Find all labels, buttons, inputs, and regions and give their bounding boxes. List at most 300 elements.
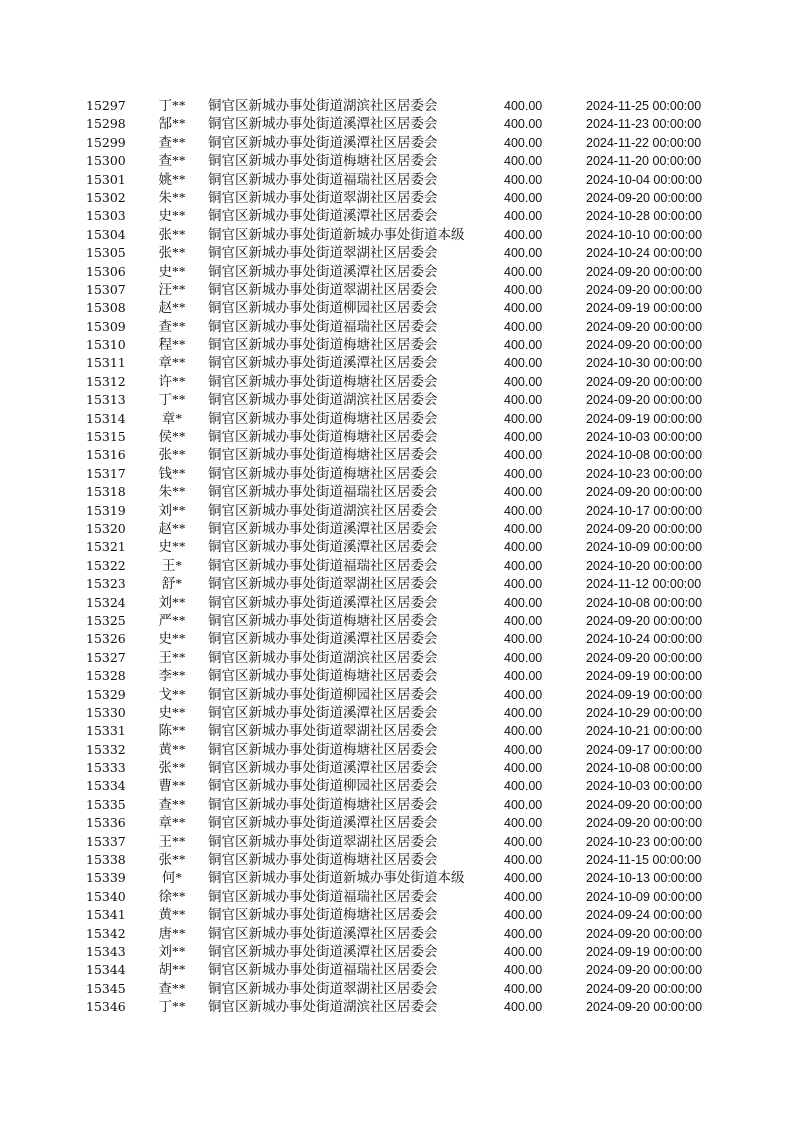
date-cell: 2024-09-20 00:00:00: [586, 393, 703, 408]
date-cell: 2024-10-23 00:00:00: [586, 834, 703, 849]
community-cell: 铜官区新城办事处街道翠湖社区居委会: [208, 245, 438, 261]
date-cell: 2024-10-13 00:00:00: [586, 871, 703, 886]
row-id-cell: 15333: [86, 760, 126, 776]
table-row: [0, 925, 793, 943]
amount-cell: 400.00: [504, 448, 543, 463]
row-id-cell: 15334: [86, 778, 126, 794]
table-row: [0, 171, 793, 189]
amount-cell: 400.00: [504, 834, 543, 849]
date-cell: 2024-09-20 00:00:00: [586, 963, 703, 978]
row-id-cell: 15318: [86, 484, 126, 500]
date-cell: 2024-10-30 00:00:00: [586, 356, 703, 371]
table-row: [0, 465, 793, 483]
masked-name-cell: 黄**: [158, 741, 186, 757]
row-id-cell: 15313: [86, 392, 126, 408]
masked-name-cell: 丁**: [158, 98, 186, 113]
amount-cell: 400.00: [504, 687, 543, 702]
date-cell: 2024-09-20 00:00:00: [586, 319, 703, 334]
community-cell: 铜官区新城办事处街道梅塘社区居委会: [208, 907, 438, 923]
row-id-cell: 15327: [86, 649, 126, 665]
masked-name-cell: 张**: [158, 245, 186, 261]
masked-name-cell: 曹**: [158, 778, 186, 794]
date-cell: 2024-09-20 00:00:00: [586, 374, 703, 389]
row-id-cell: 15338: [86, 852, 126, 868]
community-cell: 铜官区新城办事处街道柳园社区居委会: [208, 778, 438, 794]
date-cell: 2024-09-20 00:00:00: [586, 926, 703, 941]
date-cell: 2024-09-20 00:00:00: [586, 650, 703, 665]
amount-cell: 400.00: [504, 595, 543, 610]
row-id-cell: 15308: [86, 300, 126, 316]
table-row: [0, 833, 793, 851]
table-row: [0, 998, 793, 1016]
masked-name-cell: 戈**: [158, 686, 186, 702]
table-row: [0, 299, 793, 317]
row-id-cell: 15331: [86, 723, 126, 739]
masked-name-cell: 刘**: [158, 594, 186, 610]
date-cell: 2024-09-20 00:00:00: [586, 485, 703, 500]
row-id-cell: 15329: [86, 686, 126, 702]
masked-name-cell: 汪**: [158, 281, 186, 297]
masked-name-cell: 章**: [158, 815, 186, 831]
table-row: [0, 189, 793, 207]
table-row: [0, 630, 793, 648]
amount-cell: 400.00: [504, 632, 543, 647]
amount-cell: 400.00: [504, 411, 543, 426]
masked-name-cell: 郜**: [158, 116, 186, 132]
amount-cell: 400.00: [504, 154, 543, 169]
row-id-cell: 15309: [86, 318, 126, 334]
community-cell: 铜官区新城办事处街道柳园社区居委会: [208, 686, 438, 702]
row-id-cell: 15314: [86, 410, 126, 426]
amount-cell: 400.00: [504, 981, 543, 996]
masked-name-cell: 章*: [161, 410, 183, 426]
row-id-cell: 15342: [86, 925, 126, 941]
amount-cell: 400.00: [504, 908, 543, 923]
amount-cell: 400.00: [504, 319, 543, 334]
table-row: [0, 263, 793, 281]
amount-cell: 400.00: [504, 374, 543, 389]
amount-cell: 400.00: [504, 485, 543, 500]
date-cell: 2024-10-17 00:00:00: [586, 503, 703, 518]
date-cell: 2024-10-10 00:00:00: [586, 227, 703, 242]
row-id-cell: 15336: [86, 815, 126, 831]
row-id-cell: 15312: [86, 373, 126, 389]
amount-cell: 400.00: [504, 264, 543, 279]
masked-name-cell: 侯**: [158, 429, 186, 445]
amount-cell: 400.00: [504, 871, 543, 886]
table-row: [0, 704, 793, 722]
community-cell: 铜官区新城办事处街道溪潭社区居委会: [208, 355, 438, 371]
masked-name-cell: 程**: [158, 337, 186, 353]
community-cell: 铜官区新城办事处街道翠湖社区居委会: [208, 980, 438, 996]
amount-cell: 400.00: [504, 521, 543, 536]
table-row: [0, 281, 793, 299]
amount-cell: 400.00: [504, 577, 543, 592]
date-cell: 2024-11-12 00:00:00: [586, 577, 702, 592]
date-cell: 2024-10-29 00:00:00: [586, 705, 703, 720]
community-cell: 铜官区新城办事处街道翠湖社区居委会: [208, 833, 438, 849]
row-id-cell: 15299: [86, 134, 126, 150]
row-id-cell: 15316: [86, 447, 126, 463]
table-row: [0, 152, 793, 170]
table-row: [0, 354, 793, 372]
community-cell: 铜官区新城办事处街道梅塘社区居委会: [208, 796, 438, 812]
table-row: [0, 594, 793, 612]
table-row: [0, 115, 793, 133]
row-id-cell: 15300: [86, 153, 126, 169]
table-row: [0, 943, 793, 961]
table-row: [0, 207, 793, 225]
row-id-cell: 15339: [86, 870, 126, 886]
date-cell: 2024-10-20 00:00:00: [586, 558, 703, 573]
community-cell: 铜官区新城办事处街道梅塘社区居委会: [208, 373, 438, 389]
amount-cell: 400.00: [504, 816, 543, 831]
date-cell: 2024-11-25 00:00:00: [586, 99, 702, 113]
community-cell: 铜官区新城办事处街道梅塘社区居委会: [208, 429, 438, 445]
masked-name-cell: 史**: [158, 208, 186, 224]
amount-cell: 400.00: [504, 135, 543, 150]
masked-name-cell: 史**: [158, 263, 186, 279]
community-cell: 铜官区新城办事处街道湖滨社区居委会: [208, 392, 438, 408]
community-cell: 铜官区新城办事处街道溪潭社区居委会: [208, 134, 438, 150]
community-cell: 铜官区新城办事处街道溪潭社区居委会: [208, 943, 438, 959]
row-id-cell: 15305: [86, 245, 126, 261]
masked-name-cell: 查**: [158, 153, 186, 169]
date-cell: 2024-10-24 00:00:00: [586, 246, 703, 261]
row-id-cell: 15321: [86, 539, 126, 555]
masked-name-cell: 史**: [158, 539, 186, 555]
date-cell: 2024-09-19 00:00:00: [586, 687, 703, 702]
masked-name-cell: 赵**: [158, 300, 186, 316]
amount-cell: 400.00: [504, 282, 543, 297]
table-row: [0, 318, 793, 336]
table-row: [0, 538, 793, 556]
amount-cell: 400.00: [504, 558, 543, 573]
masked-name-cell: 章**: [158, 355, 186, 371]
table-row: [0, 961, 793, 979]
date-cell: 2024-09-20 00:00:00: [586, 338, 703, 353]
community-cell: 铜官区新城办事处街道溪潭社区居委会: [208, 704, 438, 720]
table-row: [0, 134, 793, 152]
masked-name-cell: 胡**: [158, 962, 186, 978]
amount-cell: 400.00: [504, 761, 543, 776]
date-cell: 2024-10-04 00:00:00: [586, 172, 703, 187]
masked-name-cell: 丁**: [158, 392, 186, 408]
masked-name-cell: 王*: [161, 557, 183, 573]
table-row: [0, 796, 793, 814]
amount-cell: 400.00: [504, 944, 543, 959]
amount-cell: 400.00: [504, 356, 543, 371]
table-row: [0, 428, 793, 446]
table-row: [0, 373, 793, 391]
community-cell: 铜官区新城办事处街道福瑞社区居委会: [208, 557, 438, 573]
amount-cell: 400.00: [504, 209, 543, 224]
community-cell: 铜官区新城办事处街道新城办事处街道本级: [208, 226, 465, 242]
table-row: [0, 686, 793, 704]
table-row: [0, 869, 793, 887]
table-row: [0, 557, 793, 575]
date-cell: 2024-10-08 00:00:00: [586, 595, 703, 610]
community-cell: 铜官区新城办事处街道翠湖社区居委会: [208, 723, 438, 739]
table-row: [0, 759, 793, 777]
date-cell: 2024-09-20 00:00:00: [586, 264, 703, 279]
amount-cell: 400.00: [504, 430, 543, 445]
masked-name-cell: 朱**: [158, 189, 186, 205]
community-cell: 铜官区新城办事处街道梅塘社区居委会: [208, 447, 438, 463]
community-cell: 铜官区新城办事处街道溪潭社区居委会: [208, 208, 438, 224]
community-cell: 铜官区新城办事处街道湖滨社区居委会: [208, 999, 438, 1015]
amount-cell: 400.00: [504, 503, 543, 518]
date-cell: 2024-10-09 00:00:00: [586, 540, 703, 555]
masked-name-cell: 王**: [158, 649, 186, 665]
row-id-cell: 15306: [86, 263, 126, 279]
community-cell: 铜官区新城办事处街道溪潭社区居委会: [208, 116, 438, 132]
row-id-cell: 15323: [86, 576, 126, 592]
date-cell: 2024-11-20 00:00:00: [586, 154, 702, 169]
amount-cell: 400.00: [504, 466, 543, 481]
row-id-cell: 15303: [86, 208, 126, 224]
masked-name-cell: 张**: [158, 852, 186, 868]
date-cell: 2024-10-08 00:00:00: [586, 448, 703, 463]
date-cell: 2024-09-20 00:00:00: [586, 282, 703, 297]
amount-cell: 400.00: [504, 613, 543, 628]
community-cell: 铜官区新城办事处街道梅塘社区居委会: [208, 612, 438, 628]
amount-cell: 400.00: [504, 393, 543, 408]
amount-cell: 400.00: [504, 779, 543, 794]
date-cell: 2024-10-21 00:00:00: [586, 724, 703, 739]
table-row: [0, 741, 793, 759]
date-cell: 2024-10-08 00:00:00: [586, 761, 703, 776]
date-cell: 2024-11-23 00:00:00: [586, 117, 702, 132]
table-row: [0, 483, 793, 501]
community-cell: 铜官区新城办事处街道翠湖社区居委会: [208, 189, 438, 205]
amount-cell: 400.00: [504, 172, 543, 187]
row-id-cell: 15328: [86, 668, 126, 684]
date-cell: 2024-09-19 00:00:00: [586, 944, 703, 959]
amount-cell: 400.00: [504, 338, 543, 353]
amount-cell: 400.00: [504, 190, 543, 205]
date-cell: 2024-09-20 00:00:00: [586, 613, 703, 628]
row-id-cell: 15304: [86, 226, 126, 242]
date-cell: 2024-09-20 00:00:00: [586, 521, 703, 536]
masked-name-cell: 赵**: [158, 520, 186, 536]
masked-name-cell: 朱**: [158, 484, 186, 500]
date-cell: 2024-10-03 00:00:00: [586, 779, 703, 794]
community-cell: 铜官区新城办事处街道溪潭社区居委会: [208, 760, 438, 776]
row-id-cell: 15344: [86, 962, 126, 978]
masked-name-cell: 丁**: [158, 999, 186, 1015]
community-cell: 铜官区新城办事处街道柳园社区居委会: [208, 300, 438, 316]
community-cell: 铜官区新城办事处街道溪潭社区居委会: [208, 594, 438, 610]
masked-name-cell: 舒*: [161, 576, 183, 592]
amount-cell: 400.00: [504, 1000, 543, 1015]
date-cell: 2024-09-20 00:00:00: [586, 816, 703, 831]
row-id-cell: 15322: [86, 557, 126, 573]
row-id-cell: 15345: [86, 980, 126, 996]
amount-cell: 400.00: [504, 650, 543, 665]
table-row: [0, 667, 793, 685]
masked-name-cell: 张**: [158, 226, 186, 242]
date-cell: 2024-09-17 00:00:00: [586, 742, 703, 757]
community-cell: 铜官区新城办事处街道福瑞社区居委会: [208, 171, 438, 187]
amount-cell: 400.00: [504, 724, 543, 739]
community-cell: 铜官区新城办事处街道福瑞社区居委会: [208, 888, 438, 904]
masked-name-cell: 李**: [158, 668, 186, 684]
community-cell: 铜官区新城办事处街道溪潭社区居委会: [208, 925, 438, 941]
amount-cell: 400.00: [504, 669, 543, 684]
row-id-cell: 15324: [86, 594, 126, 610]
amount-cell: 400.00: [504, 117, 543, 132]
date-cell: 2024-10-09 00:00:00: [586, 889, 703, 904]
community-cell: 铜官区新城办事处街道福瑞社区居委会: [208, 484, 438, 500]
community-cell: 铜官区新城办事处街道福瑞社区居委会: [208, 962, 438, 978]
date-cell: 2024-11-22 00:00:00: [586, 135, 702, 150]
table-row: [0, 391, 793, 409]
table-row: [0, 410, 793, 428]
table-row: [0, 446, 793, 464]
community-cell: 铜官区新城办事处街道翠湖社区居委会: [208, 576, 438, 592]
community-cell: 铜官区新城办事处街道湖滨社区居委会: [208, 98, 438, 113]
amount-cell: 400.00: [504, 540, 543, 555]
row-id-cell: 15337: [86, 833, 126, 849]
masked-name-cell: 查**: [158, 134, 186, 150]
masked-name-cell: 何*: [161, 870, 183, 886]
date-cell: 2024-09-19 00:00:00: [586, 411, 703, 426]
row-id-cell: 15320: [86, 520, 126, 536]
masked-name-cell: 张**: [158, 760, 186, 776]
community-cell: 铜官区新城办事处街道福瑞社区居委会: [208, 318, 438, 334]
table-row: [0, 649, 793, 667]
row-id-cell: 15297: [86, 98, 126, 113]
table-row: [0, 777, 793, 795]
community-cell: 铜官区新城办事处街道梅塘社区居委会: [208, 337, 438, 353]
community-cell: 铜官区新城办事处街道翠湖社区居委会: [208, 281, 438, 297]
community-cell: 铜官区新城办事处街道溪潭社区居委会: [208, 631, 438, 647]
table-row: [0, 336, 793, 354]
date-cell: 2024-11-15 00:00:00: [586, 853, 702, 868]
row-id-cell: 15307: [86, 281, 126, 297]
masked-name-cell: 许**: [158, 373, 186, 389]
amount-cell: 400.00: [504, 742, 543, 757]
community-cell: 铜官区新城办事处街道梅塘社区居委会: [208, 410, 438, 426]
table-row: [0, 520, 793, 538]
masked-name-cell: 钱**: [158, 465, 186, 481]
masked-name-cell: 史**: [158, 631, 186, 647]
masked-name-cell: 查**: [158, 796, 186, 812]
community-cell: 铜官区新城办事处街道梅塘社区居委会: [208, 852, 438, 868]
community-cell: 铜官区新城办事处街道梅塘社区居委会: [208, 741, 438, 757]
table-row: [0, 97, 793, 115]
row-id-cell: 15330: [86, 704, 126, 720]
row-id-cell: 15317: [86, 465, 126, 481]
community-cell: 铜官区新城办事处街道湖滨社区居委会: [208, 649, 438, 665]
community-cell: 铜官区新城办事处街道溪潭社区居委会: [208, 539, 438, 555]
masked-name-cell: 严**: [158, 612, 186, 628]
date-cell: 2024-09-19 00:00:00: [586, 301, 703, 316]
amount-cell: 400.00: [504, 705, 543, 720]
masked-name-cell: 黄**: [158, 907, 186, 923]
row-id-cell: 15340: [86, 888, 126, 904]
row-id-cell: 15310: [86, 337, 126, 353]
date-cell: 2024-09-20 00:00:00: [586, 1000, 703, 1015]
date-cell: 2024-10-23 00:00:00: [586, 466, 703, 481]
masked-name-cell: 刘**: [158, 502, 186, 518]
date-cell: 2024-09-20 00:00:00: [586, 797, 703, 812]
table-row: [0, 612, 793, 630]
table-row: [0, 502, 793, 520]
row-id-cell: 15346: [86, 999, 126, 1015]
community-cell: 铜官区新城办事处街道湖滨社区居委会: [208, 502, 438, 518]
amount-cell: 400.00: [504, 926, 543, 941]
row-id-cell: 15335: [86, 796, 126, 812]
row-id-cell: 15302: [86, 189, 126, 205]
date-cell: 2024-10-24 00:00:00: [586, 632, 703, 647]
community-cell: 铜官区新城办事处街道溪潭社区居委会: [208, 815, 438, 831]
amount-cell: 400.00: [504, 227, 543, 242]
masked-name-cell: 张**: [158, 447, 186, 463]
date-cell: 2024-10-28 00:00:00: [586, 209, 703, 224]
masked-name-cell: 史**: [158, 704, 186, 720]
community-cell: 铜官区新城办事处街道梅塘社区居委会: [208, 668, 438, 684]
table-row: [0, 906, 793, 924]
masked-name-cell: 徐**: [158, 888, 186, 904]
amount-cell: 400.00: [504, 889, 543, 904]
row-id-cell: 15332: [86, 741, 126, 757]
row-id-cell: 15301: [86, 171, 126, 187]
community-cell: 铜官区新城办事处街道梅塘社区居委会: [208, 465, 438, 481]
row-id-cell: 15341: [86, 907, 126, 923]
table-row: [0, 851, 793, 869]
date-cell: 2024-09-19 00:00:00: [586, 669, 703, 684]
masked-name-cell: 查**: [158, 980, 186, 996]
amount-cell: 400.00: [504, 797, 543, 812]
masked-name-cell: 姚**: [158, 171, 186, 187]
table-row: [0, 980, 793, 998]
amount-cell: 400.00: [504, 853, 543, 868]
table-row: [0, 575, 793, 593]
row-id-cell: 15325: [86, 612, 126, 628]
masked-name-cell: 王**: [158, 833, 186, 849]
row-id-cell: 15315: [86, 429, 126, 445]
date-cell: 2024-09-20 00:00:00: [586, 981, 703, 996]
amount-cell: 400.00: [504, 301, 543, 316]
amount-cell: 400.00: [504, 99, 543, 113]
table-row: [0, 722, 793, 740]
community-cell: 铜官区新城办事处街道溪潭社区居委会: [208, 263, 438, 279]
row-id-cell: 15326: [86, 631, 126, 647]
table-row: [0, 888, 793, 906]
community-cell: 铜官区新城办事处街道溪潭社区居委会: [208, 520, 438, 536]
table-row: [0, 226, 793, 244]
row-id-cell: 15311: [86, 355, 126, 371]
table-row: [0, 244, 793, 262]
subsidy-table: [0, 97, 793, 1017]
community-cell: 铜官区新城办事处街道新城办事处街道本级: [208, 870, 465, 886]
date-cell: 2024-09-20 00:00:00: [586, 190, 703, 205]
amount-cell: 400.00: [504, 246, 543, 261]
row-id-cell: 15343: [86, 943, 126, 959]
row-id-cell: 15298: [86, 116, 126, 132]
masked-name-cell: 查**: [158, 318, 186, 334]
amount-cell: 400.00: [504, 963, 543, 978]
masked-name-cell: 陈**: [158, 723, 186, 739]
date-cell: 2024-09-24 00:00:00: [586, 908, 703, 923]
row-id-cell: 15319: [86, 502, 126, 518]
table-row: [0, 814, 793, 832]
date-cell: 2024-10-03 00:00:00: [586, 430, 703, 445]
community-cell: 铜官区新城办事处街道梅塘社区居委会: [208, 153, 438, 169]
masked-name-cell: 刘**: [158, 943, 186, 959]
